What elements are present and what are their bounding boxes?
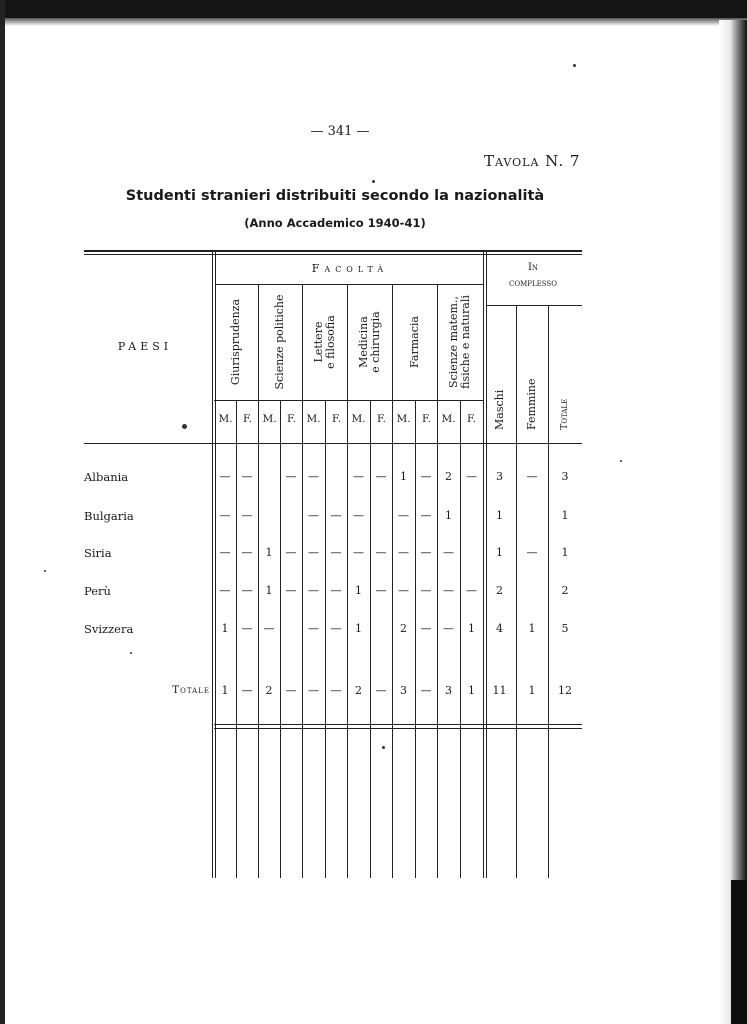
facolta-header: Facoltà xyxy=(311,262,389,275)
totale-femmine: 1 xyxy=(528,684,536,697)
male-subheader-2: M. xyxy=(262,413,277,425)
complesso-header xyxy=(486,260,580,292)
scan-speck xyxy=(382,746,385,749)
table-cell: — xyxy=(263,622,275,635)
scan-speck xyxy=(130,652,132,654)
table-cell: — xyxy=(219,509,231,522)
scan-speck xyxy=(372,180,375,183)
maschi-cell: 4 xyxy=(496,622,503,635)
table-cell: 1 xyxy=(400,470,407,483)
country-name: Perù xyxy=(84,584,111,598)
table-cell: — xyxy=(398,546,409,559)
table-cell: — xyxy=(241,584,253,597)
totale-row-cell: — xyxy=(375,684,387,697)
table-cell: — xyxy=(330,622,342,635)
table-cell: — xyxy=(420,622,432,635)
female-subheader-11: F. xyxy=(467,413,476,425)
table-cell: — xyxy=(420,509,432,522)
scan-speck xyxy=(620,460,622,462)
rule-totals-1 xyxy=(214,724,582,725)
vrule-paesi-1 xyxy=(212,250,213,878)
totale-row-cell: — xyxy=(308,684,319,697)
complesso-header-line2: complesso xyxy=(509,278,557,289)
totale-maschi: 11 xyxy=(492,684,507,697)
table-cell: — xyxy=(353,509,364,522)
totale-cell: 1 xyxy=(561,546,569,559)
femmine-cell: — xyxy=(526,546,538,559)
table-cell: 1 xyxy=(468,622,475,635)
faculty-header-5 xyxy=(448,286,472,398)
totale-row-cell: 2 xyxy=(265,684,273,697)
complesso-header-line1: In xyxy=(527,262,539,273)
faculty-header-3 xyxy=(358,286,382,398)
table-cell: — xyxy=(420,470,432,483)
complesso-col-header-0: Maschi xyxy=(492,389,506,430)
totale-row-cell: 3 xyxy=(400,684,407,697)
faculty-header-line: fisiche e naturali xyxy=(459,295,472,389)
rule-top xyxy=(84,250,582,252)
page-number: — 341 — xyxy=(310,124,370,139)
table-cell: — xyxy=(330,584,342,597)
maschi-cell: 2 xyxy=(496,584,503,597)
table-cell: — xyxy=(466,584,477,597)
country-name: Bulgaria xyxy=(84,509,134,523)
faculty-header-4 xyxy=(409,286,421,398)
femmine-cell: 1 xyxy=(528,622,536,635)
male-subheader-10: M. xyxy=(441,413,456,425)
totale-row-cell: — xyxy=(285,684,297,697)
scan-speck xyxy=(182,424,187,429)
totale-cell: 1 xyxy=(561,509,569,522)
scan-speck xyxy=(573,64,576,67)
table-cell: — xyxy=(241,622,253,635)
country-label-0 xyxy=(84,470,214,484)
male-subheader-4: M. xyxy=(306,413,321,425)
faculty-header-line: e chirurgia xyxy=(368,311,382,373)
table-cell: — xyxy=(241,509,253,522)
table-cell: 2 xyxy=(400,622,407,635)
vrule-maschi xyxy=(516,305,517,878)
male-subheader-8: M. xyxy=(396,413,411,425)
rule-mf-band xyxy=(214,400,483,401)
table-cell: — xyxy=(375,546,387,559)
complesso-col-header-2: Totale xyxy=(559,398,570,430)
totale-row-cell: — xyxy=(420,684,432,697)
table-cell: — xyxy=(285,546,297,559)
totale-row-cell: 1 xyxy=(221,684,229,697)
table-cell: — xyxy=(420,546,432,559)
table-cell: 1 xyxy=(355,584,362,597)
table-cell: — xyxy=(308,546,319,559)
totale-row-cell: — xyxy=(330,684,342,697)
table-cell: — xyxy=(443,546,454,559)
country-name: Albania xyxy=(84,470,129,484)
vrule-paesi-2 xyxy=(215,250,216,878)
faculty-header-line: Scienze politiche xyxy=(273,294,286,390)
rule-header-bottom xyxy=(84,443,582,444)
faculty-header-line: Medicina xyxy=(356,316,370,368)
rule-complesso-band xyxy=(486,305,582,306)
femmine-cell: — xyxy=(526,470,538,483)
country-name: Svizzera xyxy=(84,622,134,636)
table-cell: — xyxy=(285,584,297,597)
table-cell: 1 xyxy=(221,622,229,635)
maschi-cell: 1 xyxy=(496,509,503,522)
faculty-header-line: Giurisprudenza xyxy=(229,298,242,386)
paesi-header: PAESI xyxy=(117,340,173,353)
totale-cell: 5 xyxy=(561,622,569,635)
table-cell: — xyxy=(466,470,477,483)
vrule-faculty-4 xyxy=(437,284,438,878)
vrule-faculty-0 xyxy=(258,284,259,878)
table-cell: — xyxy=(375,584,387,597)
scan-speck xyxy=(44,570,46,572)
female-subheader-5: F. xyxy=(332,413,341,425)
table-cell: — xyxy=(241,546,253,559)
totale-row-cell: 3 xyxy=(445,684,452,697)
female-subheader-7: F. xyxy=(377,413,386,425)
faculty-header-line: Lettere xyxy=(311,321,325,363)
rule-faculty-band xyxy=(216,284,483,285)
totale-totale: 12 xyxy=(558,684,572,697)
male-subheader-0: M. xyxy=(218,413,233,425)
country-label-3 xyxy=(84,584,214,598)
totale-cell: 2 xyxy=(561,584,569,597)
table-cell: — xyxy=(308,584,319,597)
vrule-complesso-1 xyxy=(483,250,484,878)
table-cell: — xyxy=(308,622,319,635)
vrule-complesso-2 xyxy=(486,250,487,878)
table-cell: — xyxy=(285,470,297,483)
rule-totals-2 xyxy=(214,728,582,729)
table-cell: — xyxy=(353,470,364,483)
table-cell: — xyxy=(420,584,432,597)
totale-row-cell: 2 xyxy=(355,684,362,697)
table-cell: — xyxy=(219,470,231,483)
totale-row-label: Totale xyxy=(172,684,210,696)
faculty-header-0 xyxy=(230,286,242,398)
faculty-header-line: Scienze matem., xyxy=(447,296,460,388)
vrule-faculty-2 xyxy=(347,284,348,878)
table-cell: — xyxy=(443,622,454,635)
table-cell: 1 xyxy=(445,509,452,522)
maschi-cell: 1 xyxy=(496,546,503,559)
table-cell: — xyxy=(308,509,319,522)
female-subheader-9: F. xyxy=(422,413,431,425)
female-subheader-3: F. xyxy=(287,413,296,425)
rule-top-thin xyxy=(84,254,582,255)
table-cell: — xyxy=(241,470,253,483)
totale-row-cell: 1 xyxy=(468,684,475,697)
table-cell: — xyxy=(219,546,231,559)
table-cell: — xyxy=(330,509,342,522)
table-cell: 1 xyxy=(355,622,362,635)
table-cell: — xyxy=(375,470,387,483)
female-subheader-1: F. xyxy=(243,413,252,425)
male-subheader-6: M. xyxy=(351,413,366,425)
faculty-header-line: Farmacia xyxy=(407,316,421,368)
country-label-2 xyxy=(84,546,214,560)
faculty-header-1 xyxy=(274,286,286,398)
country-label-4 xyxy=(84,622,214,636)
table-cell: — xyxy=(398,584,409,597)
table-cell: — xyxy=(219,584,231,597)
maschi-cell: 3 xyxy=(496,470,503,483)
table-cell: 1 xyxy=(265,584,273,597)
table-title: Studenti stranieri distribuiti secondo la nazionalità xyxy=(125,188,545,204)
table-cell: 2 xyxy=(445,470,452,483)
country-name: Siria xyxy=(84,546,112,560)
table-cell: — xyxy=(443,584,454,597)
totale-cell: 3 xyxy=(561,470,569,483)
country-label-1 xyxy=(84,509,214,523)
table-cell: 1 xyxy=(265,546,273,559)
table-cell: — xyxy=(398,509,409,522)
table-cell: — xyxy=(308,470,319,483)
complesso-col-header-1: Femmine xyxy=(525,378,538,430)
table-cell: — xyxy=(330,546,342,559)
table-subtitle: (Anno Accademico 1940-41) xyxy=(244,216,426,230)
vrule-faculty-1 xyxy=(302,284,303,878)
faculty-header-line: e filosofia xyxy=(323,315,337,369)
totale-row-cell: — xyxy=(241,684,253,697)
vrule-mf-5 xyxy=(325,400,326,878)
faculty-header-2 xyxy=(313,286,337,398)
table-number-text: Tavola N. 7 xyxy=(484,152,581,170)
table-cell: — xyxy=(353,546,364,559)
vrule-faculty-3 xyxy=(392,284,393,878)
